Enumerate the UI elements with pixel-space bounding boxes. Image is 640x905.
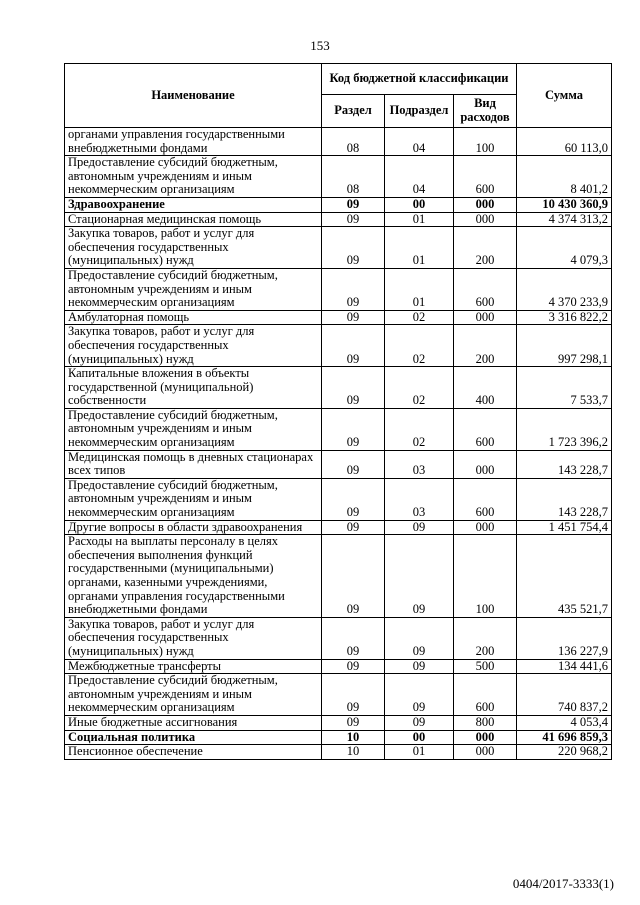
- row-expense-type: 200: [454, 617, 517, 659]
- row-amount: 1 723 396,2: [517, 408, 612, 450]
- row-name: Предоставление субсидий бюджетным, автономным учреждениям и иным некоммерческим организациям: [65, 478, 322, 520]
- row-section: 09: [322, 478, 385, 520]
- row-name: Другие вопросы в области здравоохранения: [65, 520, 322, 535]
- row-section: 10: [322, 745, 385, 760]
- row-expense-type: 000: [454, 450, 517, 478]
- row-amount: 143 228,7: [517, 478, 612, 520]
- row-name: Капитальные вложения в объекты государственной (муниципальной) собственности: [65, 367, 322, 409]
- row-subsection: 00: [385, 197, 454, 212]
- row-amount: 60 113,0: [517, 128, 612, 156]
- table-row: [65, 367, 612, 409]
- row-subsection: 09: [385, 617, 454, 659]
- table-row: [65, 520, 612, 535]
- row-subsection: 02: [385, 408, 454, 450]
- row-subsection: 04: [385, 128, 454, 156]
- row-expense-type: 000: [454, 520, 517, 535]
- row-section: 09: [322, 325, 385, 367]
- table-row: [65, 535, 612, 618]
- budget-table: [64, 63, 612, 760]
- table-row: [65, 197, 612, 212]
- row-section: 09: [322, 367, 385, 409]
- row-amount: 134 441,6: [517, 659, 612, 674]
- table-row: [65, 310, 612, 325]
- row-subsection: 02: [385, 310, 454, 325]
- row-name: Предоставление субсидий бюджетным, автономным учреждениям и иным некоммерческим организациям: [65, 156, 322, 198]
- row-subsection: 09: [385, 674, 454, 716]
- row-amount: 10 430 360,9: [517, 197, 612, 212]
- row-expense-type: 200: [454, 227, 517, 269]
- row-section: 09: [322, 674, 385, 716]
- row-amount: 435 521,7: [517, 535, 612, 618]
- row-amount: 3 316 822,2: [517, 310, 612, 325]
- document-code: 0404/2017-3333(1): [512, 876, 614, 891]
- row-section: 09: [322, 212, 385, 227]
- table-row: [65, 408, 612, 450]
- row-expense-type: 400: [454, 367, 517, 409]
- row-expense-type: 500: [454, 659, 517, 674]
- row-section: 09: [322, 227, 385, 269]
- header-subsection: Подраздел: [385, 95, 454, 128]
- row-amount: 136 227,9: [517, 617, 612, 659]
- row-name: Закупка товаров, работ и услуг для обеспечения государственных (муниципальных) нужд: [65, 617, 322, 659]
- table-row: [65, 325, 612, 367]
- row-name: Здравоохранение: [65, 197, 322, 212]
- row-name: Закупка товаров, работ и услуг для обеспечения государственных (муниципальных) нужд: [65, 227, 322, 269]
- table-row: [65, 450, 612, 478]
- row-subsection: 01: [385, 745, 454, 760]
- row-amount: 8 401,2: [517, 156, 612, 198]
- table-row: [65, 268, 612, 310]
- row-name: Закупка товаров, работ и услуг для обеспечения государственных (муниципальных) нужд: [65, 325, 322, 367]
- table-row: [65, 745, 612, 760]
- row-subsection: 03: [385, 450, 454, 478]
- row-section: 08: [322, 128, 385, 156]
- row-amount: 1 451 754,4: [517, 520, 612, 535]
- row-amount: 740 837,2: [517, 674, 612, 716]
- row-section: 09: [322, 197, 385, 212]
- table-row: [65, 659, 612, 674]
- row-expense-type: 600: [454, 674, 517, 716]
- row-subsection: 00: [385, 730, 454, 745]
- row-name: Межбюджетные трансферты: [65, 659, 322, 674]
- table-row: [65, 156, 612, 198]
- row-section: 08: [322, 156, 385, 198]
- header-section: Раздел: [322, 95, 385, 128]
- row-section: 10: [322, 730, 385, 745]
- row-amount: 4 079,3: [517, 227, 612, 269]
- row-section: 09: [322, 535, 385, 618]
- row-expense-type: 600: [454, 478, 517, 520]
- row-amount: 7 533,7: [517, 367, 612, 409]
- row-section: 09: [322, 659, 385, 674]
- row-name: Социальная политика: [65, 730, 322, 745]
- row-expense-type: 600: [454, 156, 517, 198]
- table-body: [65, 128, 612, 760]
- row-name: Расходы на выплаты персоналу в целях обеспечения выполнения функций государственными (муниципальными) органами, казенными учреждениями, органами управления государственными внебюджетными фондами: [65, 535, 322, 618]
- row-expense-type: 100: [454, 535, 517, 618]
- row-amount: 220 968,2: [517, 745, 612, 760]
- row-subsection: 01: [385, 227, 454, 269]
- row-amount: 143 228,7: [517, 450, 612, 478]
- row-section: 09: [322, 450, 385, 478]
- header-amount: Сумма: [517, 64, 612, 128]
- row-subsection: 01: [385, 212, 454, 227]
- row-name: Иные бюджетные ассигнования: [65, 715, 322, 730]
- row-subsection: 09: [385, 535, 454, 618]
- table-row: [65, 478, 612, 520]
- row-expense-type: 100: [454, 128, 517, 156]
- table-row: [65, 212, 612, 227]
- row-name: Медицинская помощь в дневных стационарах всех типов: [65, 450, 322, 478]
- row-expense-type: 000: [454, 310, 517, 325]
- row-subsection: 09: [385, 715, 454, 730]
- row-section: 09: [322, 268, 385, 310]
- row-section: 09: [322, 617, 385, 659]
- row-subsection: 03: [385, 478, 454, 520]
- table-row: [65, 674, 612, 716]
- row-name: Пенсионное обеспечение: [65, 745, 322, 760]
- row-amount: 4 374 313,2: [517, 212, 612, 227]
- row-expense-type: 000: [454, 197, 517, 212]
- row-expense-type: 000: [454, 212, 517, 227]
- row-name: Предоставление субсидий бюджетным, автономным учреждениям и иным некоммерческим организациям: [65, 268, 322, 310]
- row-subsection: 09: [385, 520, 454, 535]
- row-subsection: 09: [385, 659, 454, 674]
- header-name: Наименование: [65, 64, 322, 128]
- table-row: [65, 617, 612, 659]
- row-amount: 997 298,1: [517, 325, 612, 367]
- table-row: [65, 730, 612, 745]
- row-expense-type: 800: [454, 715, 517, 730]
- row-amount: 4 370 233,9: [517, 268, 612, 310]
- row-subsection: 02: [385, 367, 454, 409]
- row-name: органами управления государственными внебюджетными фондами: [65, 128, 322, 156]
- row-section: 09: [322, 408, 385, 450]
- row-expense-type: 600: [454, 408, 517, 450]
- row-subsection: 04: [385, 156, 454, 198]
- page-number: 153: [310, 38, 330, 53]
- row-expense-type: 000: [454, 745, 517, 760]
- row-section: 09: [322, 715, 385, 730]
- table-row: [65, 227, 612, 269]
- row-amount: 41 696 859,3: [517, 730, 612, 745]
- row-expense-type: 000: [454, 730, 517, 745]
- row-expense-type: 200: [454, 325, 517, 367]
- row-name: Стационарная медицинская помощь: [65, 212, 322, 227]
- row-section: 09: [322, 310, 385, 325]
- row-amount: 4 053,4: [517, 715, 612, 730]
- row-expense-type: 600: [454, 268, 517, 310]
- row-subsection: 01: [385, 268, 454, 310]
- row-name: Амбулаторная помощь: [65, 310, 322, 325]
- header-code-group: Код бюджетной классификации: [322, 64, 517, 95]
- row-subsection: 02: [385, 325, 454, 367]
- row-name: Предоставление субсидий бюджетным, автономным учреждениям и иным некоммерческим организациям: [65, 408, 322, 450]
- row-name: Предоставление субсидий бюджетным, автономным учреждениям и иным некоммерческим организациям: [65, 674, 322, 716]
- row-section: 09: [322, 520, 385, 535]
- table-row: [65, 128, 612, 156]
- table-row: [65, 715, 612, 730]
- header-expense-type: Вид расходов: [454, 95, 517, 128]
